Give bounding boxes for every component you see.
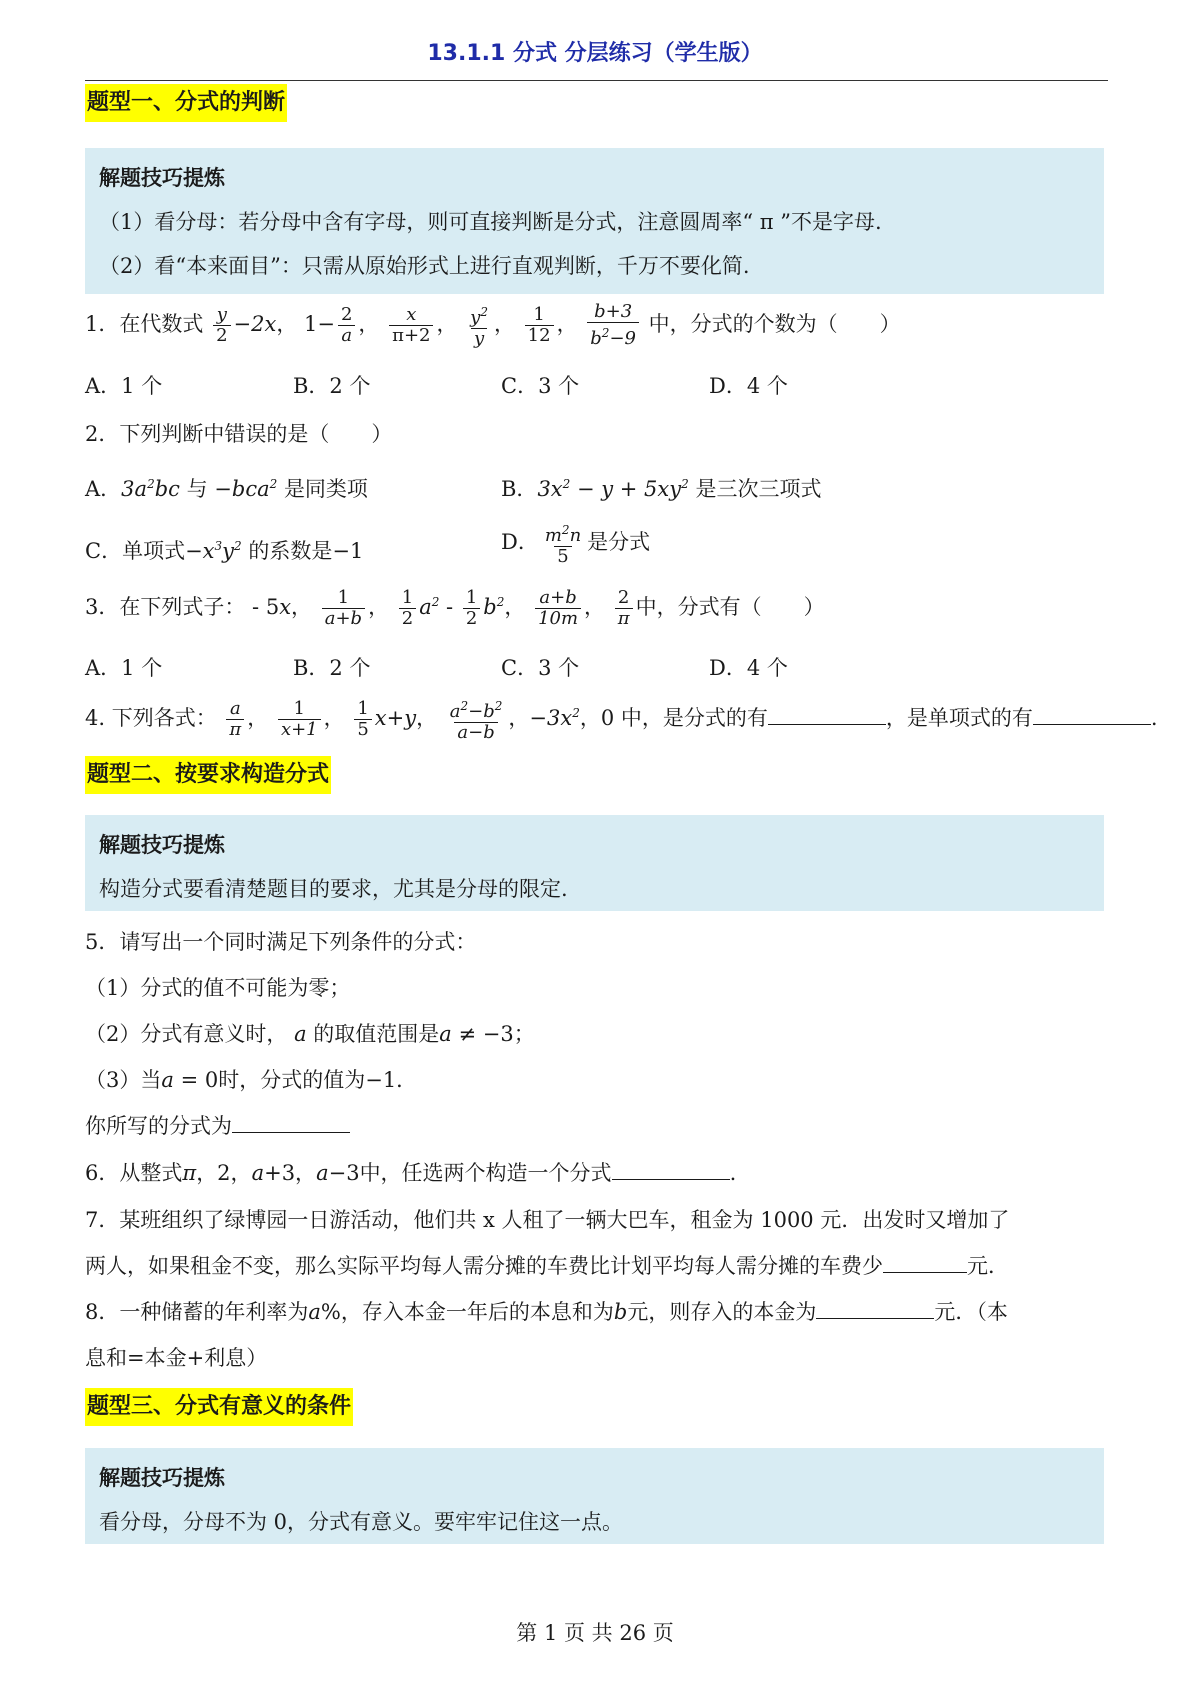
question-8-line-1: 8．一种储蓄的年利率为a%，存入本金一年后的本息和为b元，则存入的本金为 元．（本 — [85, 1300, 1008, 1324]
tip-title: 解题技巧提炼 — [99, 166, 225, 190]
header-divider — [85, 80, 1108, 81]
question-3: 3．在下列式子： - 5x， $\frac{1}{a+b}$ ， $\frac{1}{2}$ $a^2$ - $\frac{1}{2}$ $b^2$， $\frac{a+b}{10m}$ ， $\frac{2}{\pi}$ 中，分式有（ ） — [85, 587, 825, 629]
answer-blank[interactable] — [883, 1254, 967, 1273]
answer-blank[interactable] — [232, 1114, 350, 1133]
tip-line: （2）看“本来面目”：只需从原始形式上进行直观判断，千万不要化简. — [99, 254, 750, 278]
question-6: 6．从整式π，2，a+3，a−3中，任选两个构造一个分式 . — [85, 1161, 737, 1185]
q1-option-a: A．1 个 — [85, 374, 163, 398]
q3-option-a: A．1 个 — [85, 656, 163, 680]
tip-box-1 — [85, 148, 1104, 294]
q5-condition-1: （1）分式的值不可能为零； — [85, 976, 351, 1000]
section-title-2: 题型二、按要求构造分式 — [85, 756, 331, 794]
tip-box-2 — [85, 815, 1104, 911]
question-1: 1．在代数式 $\frac{y}{2}$ −2x， 1− $\frac{2}{a}$ ， $\frac{x}{\pi+2}$ ， $\frac{y^2}{y}$ ， $\frac{1}{12}$ ， $\frac{b+3}{b^2-9}$ 中，分式的个数为（ ） — [85, 301, 901, 349]
answer-blank[interactable] — [816, 1300, 934, 1319]
tip-title: 解题技巧提炼 — [99, 1466, 225, 1490]
q2-option-b: B．$3x^2 - y + 5xy^2$ 是三次三项式 — [501, 477, 822, 501]
q1-option-d: D．4 个 — [709, 374, 788, 398]
section-title-1: 题型一、分式的判断 — [85, 84, 287, 122]
answer-blank[interactable] — [768, 706, 886, 725]
q2-option-a: A．$3a^2bc$ 与 −bca$^2$ 是同类项 — [85, 477, 368, 501]
tip-title: 解题技巧提炼 — [99, 833, 225, 857]
q3-option-c: C．3 个 — [501, 656, 580, 680]
q2-option-c: C．单项式$-x^3y^2$ 的系数是−1 — [85, 539, 364, 563]
tip-line: 看分母，分母不为 0，分式有意义。要牢牢记住这一点。 — [99, 1510, 624, 1534]
page-title: 13.1.1 分式 分层练习（学生版） — [427, 41, 763, 66]
q1-option-c: C．3 个 — [501, 374, 580, 398]
question-7-line-2: 两人，如果租金不变，那么实际平均每人需分摊的车费比计划平均每人需分摊的车费少 元． — [85, 1254, 1009, 1278]
page-footer: 第 1 页 共 26 页 — [516, 1621, 674, 1645]
question-2: 2．下列判断中错误的是（ ） — [85, 422, 393, 446]
tip-box-3 — [85, 1448, 1104, 1544]
answer-blank[interactable] — [1033, 706, 1151, 725]
tip-line: （1）看分母：若分母中含有字母，则可直接判断是分式，注意圆周率“ π ”不是字母. — [99, 210, 882, 234]
q5-answer: 你所写的分式为 — [85, 1110, 350, 1140]
question-5: 5．请写出一个同时满足下列条件的分式： — [85, 930, 477, 954]
q1-option-b: B．2 个 — [293, 374, 371, 398]
q5-condition-2: （2）分式有意义时， a 的取值范围是a ≠ −3； — [85, 1022, 535, 1046]
tip-line: 构造分式要看清楚题目的要求，尤其是分母的限定. — [99, 877, 568, 901]
question-7-line-1: 7．某班组织了绿博园一日游活动，他们共 x 人租了一辆大巴车，租金为 1000 元．出发时又增加了 — [85, 1208, 1010, 1232]
question-4: 4. 下列各式： $\frac{a}{\pi}$ ， $\frac{1}{x+1}$ ， $\frac{1}{5}$ x+y， $\frac{a^2-b^2}{a-b}$ ，$-3x^2$，0 中，是分式的有 ，是单项式的有 . — [85, 698, 1158, 743]
q2-option-d: D． $\frac{m^2n}{5}$ 是分式 — [501, 523, 651, 567]
q5-condition-3: （3）当a = 0时，分式的值为−1． — [85, 1068, 418, 1092]
q3-option-d: D．4 个 — [709, 656, 788, 680]
answer-blank[interactable] — [612, 1161, 730, 1180]
section-title-3: 题型三、分式有意义的条件 — [85, 1388, 353, 1426]
question-8-line-2: 息和=本金+利息） — [85, 1346, 268, 1370]
q3-option-b: B．2 个 — [293, 656, 371, 680]
